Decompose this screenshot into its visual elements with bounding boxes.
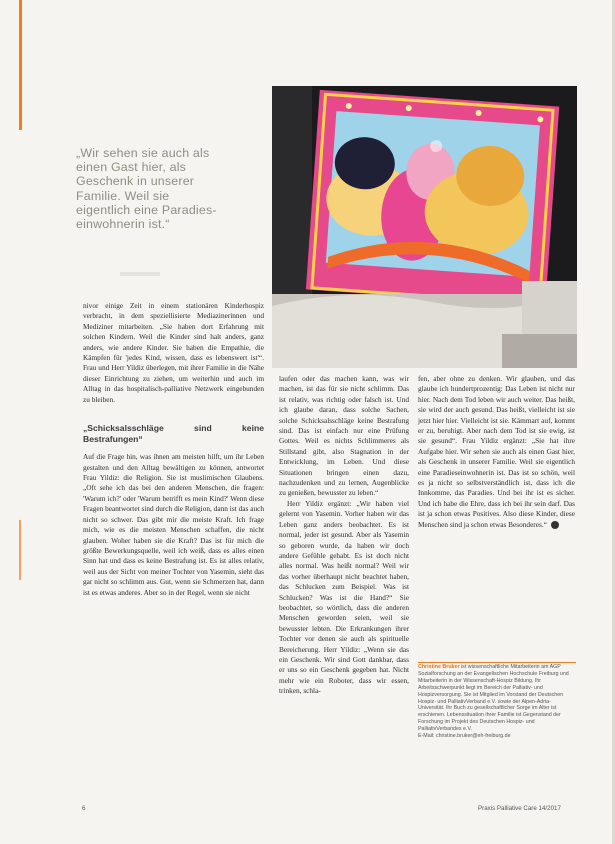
pull-quote: „Wir sehen sie auch als einen Gast hier, als Geschenk in unserer Familie. Weil sie eigentlich eine Paradies-einwohnerin ist.“ xyxy=(76,146,217,232)
author-email: E-Mail: christine.bruker@eh-freiburg.de xyxy=(418,733,511,740)
text-column-1 xyxy=(83,301,264,598)
paragraph: Auf die Frage hin, was ihnen am meisten hilft, um ihr Leben gestalten und den Alltag bewältigen zu können, antwortet Frau Yildiz: die Religion. Sie ist muslimischen Glaubens. „Oft sehe ich das bei den anderen Menschen, die fragen: 'Warum ich?' oder 'Warum betrifft es mein Kind?' Wenn diese Fragen beantwortet sind durch die Religion, dann ist das auch nicht so schwer. Das gibt mir die meiste Kraft. Ich frage mich, wie es die meisten Menschen schaffen, die nicht glauben. Woher haben sie die Kraft? Das ist für mich die größte Bewerkungsquelle, weil ich weiß, dass es alles einen Sinn hat und dass es keine Bestrafung ist. Es ist alles relativ, weil aus der Sicht von meiner Tochter von Yasemin, sieht das gar nicht so schlimm aus. Gut, wenn sie Schmerzen hat, dann ist es etwas anderes. Aber so in der Regel, wenn sie nicht xyxy=(83,452,264,597)
author-bio-text: ist wissenschaftliche Mitarbeiterin am AGP Sozialforschung an der Evangelischen Hochschule Freiburg und Mitarbeiterin in der Wissenschaft-Hospiz Bildung. Ihr Arbeitsschwerpunkt liegt im Bereich der Palliativ- und Hospizversorgung. Sie ist Mitglied im Vorstand der Deutschen Hospiz- und PalliativVerband e.V. sowie der Alpen-Adria-Universität. Ihr Buch zu gesellschaftlicher Sorge im Alter ist erschienen. Lebenssituation ihrer Familie ist Gegenstand der Forschung im Projekt des Deutschen Hospiz- und PalliativVerbandes e.V. xyxy=(418,664,569,733)
paragraph: laufen oder das machen kann, was wir machen, ist das für sie nicht schlimm. Das ist relativ, was richtig oder falsch ist. Und ich glaube daran, dass solche Sachen, solche Schicksalsschläge keine Bestrafung sind. Das ist einfach nur eine Prüfung Gottes. Weil es nichts Schlimmeres als Stillstand gibt, also Stagnation in der Entwicklung, im Leben. Und diese Situationen bringen einen dazu, nachzudenken und zu lernen, Augenblicke zu genießen, bewusster zu leben.“ xyxy=(279,374,409,498)
author-bio xyxy=(418,664,576,740)
text-column-3 xyxy=(418,374,575,530)
end-mark-icon xyxy=(551,521,559,529)
author-name: Christine Bruker xyxy=(418,664,460,670)
journal-footer: Praxis Palliative Care 14/2017 xyxy=(478,805,561,812)
paragraph: Herr Yildiz ergänzt: „Wir haben viel gelernt von Yasemin. Vorher haben wir das Leben ganz anders beobachtet. Es ist normal, jeder ist gesund. Aber als Yasemin so geboren wurde, da haben wir doch andere Gefühle gehabt. Es ist doch nicht alles normal. Was heißt normal? Weil wir das vorher überhaupt nicht beachtet haben, das Schlucken zum Beispiel. Was ist Schlucken? Was ist die Hand?“ Sie beobachtet, so wörtlich, dass die anderen Menschen geworden seien, weil sie bewusster lebten. Die Erkrankungen ihrer Tochter vor denen sie auch als spirituelle Bereicherung. Herr Yildiz: „Wenn sie das ein Geschenk. Wir sind Gott dankbar, dass er uns so ein Geschenk gegeben hat. Nicht mehr wie ein Roboter, dass wir essen, trinken, schla- xyxy=(279,498,409,696)
paragraph: nivor einige Zeit in einem stationären Kinderhospiz verbracht, in dem speziellisierte Mediazinerinnen und Mediziner mitarbeiten. „Sie haben dort Erfahrung mit solchen Kindern. Weil die Kinder sind halt anders, ganz anders, wie andere Kinder. Sie haben die Empathie, die Kämpfen für 'jedes Kind, wissen, dass es lebenswert ist'“. Frau und Herr Yildiz überlegen, mit ihrer Familie in die Nähe dieser Einrichtung zu ziehen, um weiterhin und auch im Alltag in das hospitalisch-palliative Netzwerk eingebunden zu bleiben. xyxy=(83,301,264,404)
pony-painting-image xyxy=(272,86,577,368)
scan-smudge xyxy=(120,272,160,276)
paragraph xyxy=(418,374,575,530)
paragraph-text: fen, aber ohne zu denken. Wir glauben, und das glaube ich hundertprozentig: Das Leben ist nicht nur hier. Nach dem Tod leben wir auch weiter. Das heißt, sie wird der auch gesund. Das heißt, vielleicht ist sie jetzt hier hier. Vielleicht ist sie. Kämmart auf, kommt er zu, beruhigt. Aber nach dem Tod ist sie ewig, ist sie gesund“. Frau Yildiz ergänzt: „Sie hat ihre Aufgabe hier. Wir sehen sie auch als einen Gast hier, als Geschenk in unserer Familie. Weil sie eigentlich eine Paradieseinwohnerin ist. Das ist so schön, weil es ja nicht so selbstverständlich ist, dass ich die Innkomme, das Paradies. Und bei ihr ist es sicher. Und ich habe die Ehre, dass ich bei ihr sein darf. Das ist ja schon etwas Positives. Also diese Kinder, diese Menschen sind ja schon etwas Besonderes.“ xyxy=(418,374,575,529)
section-subhead: „Schicksalsschläge sind keine Bestrafungen“ xyxy=(83,423,264,444)
page-number: 6 xyxy=(82,805,86,812)
accent-bar-secondary xyxy=(19,520,21,580)
text-column-2 xyxy=(279,374,409,697)
bio-rule xyxy=(418,662,576,663)
accent-bar xyxy=(19,0,22,130)
